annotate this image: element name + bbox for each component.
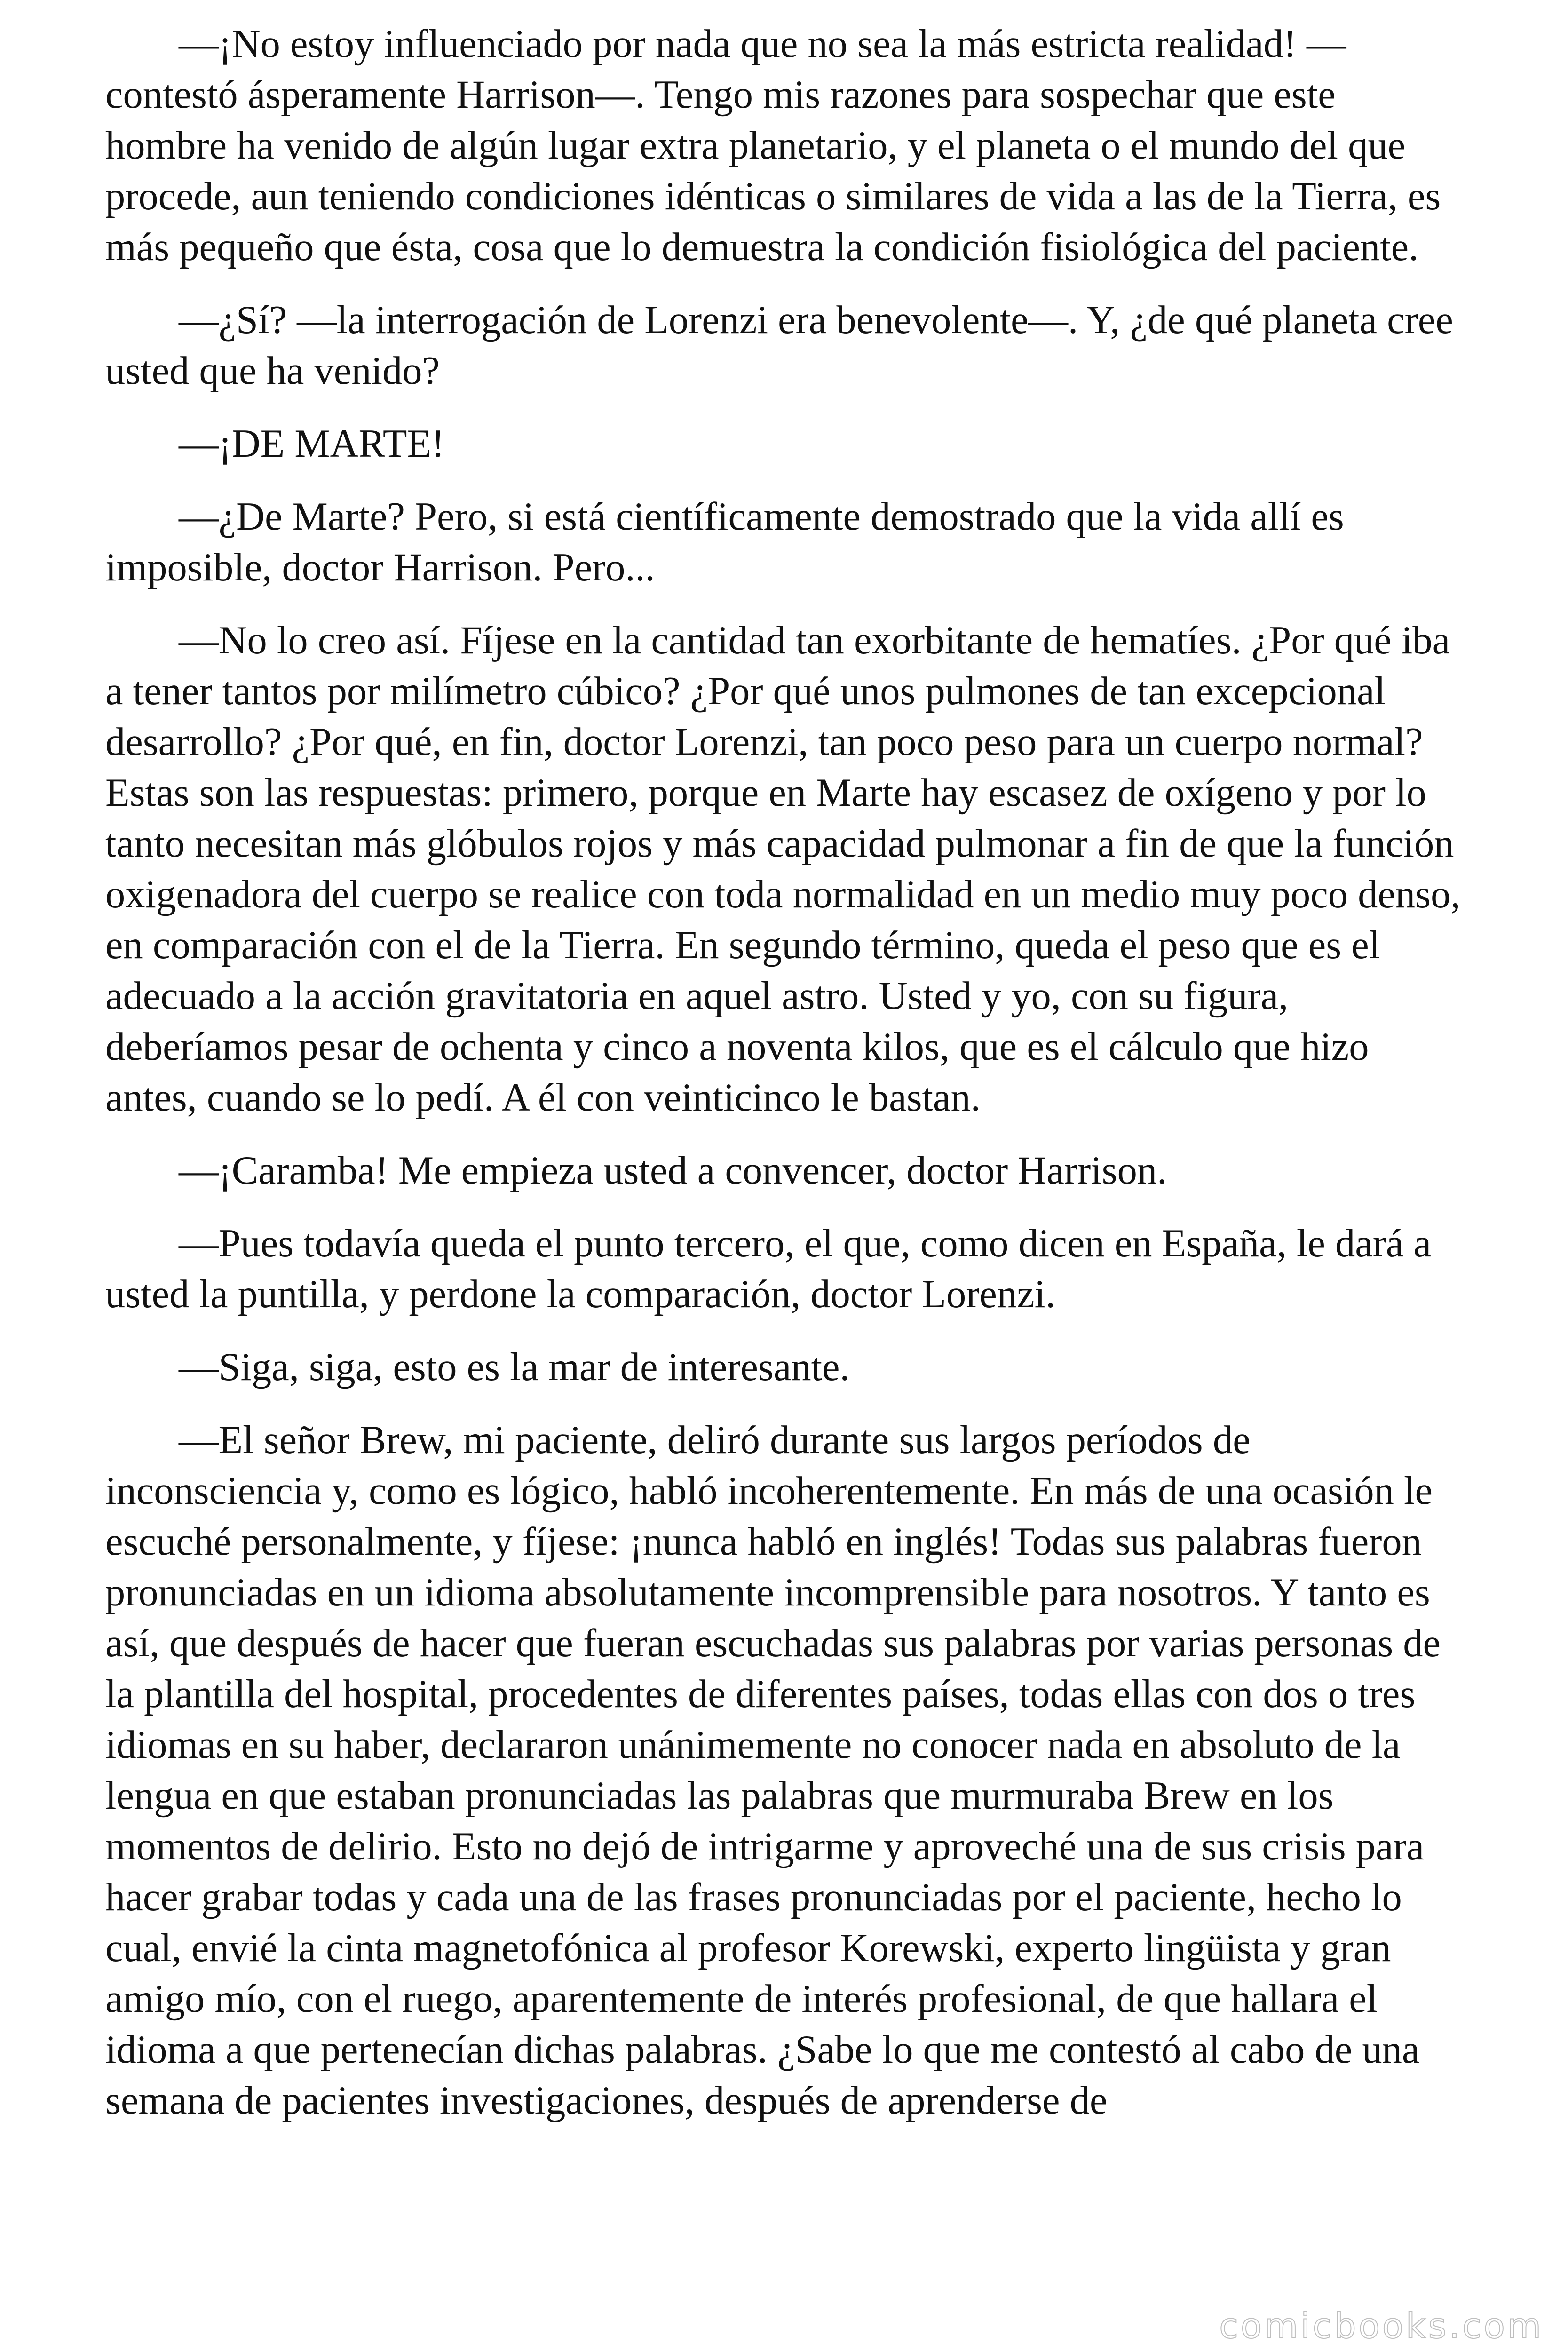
book-page-text bbox=[105, 19, 1467, 2126]
watermark: comicbooks.com bbox=[1219, 2306, 1544, 2346]
paragraph-9: —El señor Brew, mi paciente, deliró durante sus largos períodos de inconsciencia y, como es lógico, habló incoherentemente. En más de una ocasión le escuché personalmente, y fíjese: ¡nunca habló en inglés! Todas sus palabras fueron pronunciadas en un idioma absolutamente incomprensible para nosotros. Y tanto es así, que después de hacer que fueran escuchadas sus palabras por varias personas de la plantilla del hospital, procedentes de diferentes países, todas ellas con dos o tres idiomas en su haber, declararon unánimemente no conocer nada en absoluto de la lengua en que estaban pronunciadas las palabras que murmuraba Brew en los momentos de delirio. Esto no dejó de intrigarme y aproveché una de sus crisis para hacer grabar todas y cada una de las frases pronunciadas por el paciente, hecho lo cual, envié la cinta magnetofónica al profesor Korewski, experto lingüista y gran amigo mío, con el ruego, aparentemente de interés profesional, de que hallara el idioma a que pertenecían dichas palabras. ¿Sabe lo que me contestó al cabo de una semana de pacientes investigaciones, después de aprenderse de bbox=[105, 1418, 1441, 2122]
paragraph-3: —¡DE MARTE! bbox=[179, 422, 445, 466]
paragraph-1: —¡No estoy influenciado por nada que no sea la más estricta realidad! —contestó ásperamente Harrison—. Tengo mis razones para sospechar que este hombre ha venido de algún lugar extra planetario, y el planeta o el mundo del que procede, aun teniendo condiciones idénticas o similares de vida a las de la Tierra, es más pequeño que ésta, cosa que lo demuestra la condición fisiológica del paciente. bbox=[105, 22, 1441, 269]
paragraph-7: —Pues todavía queda el punto tercero, el que, como dicen en España, le dará a usted la puntilla, y perdone la comparación, doctor Lorenzi. bbox=[105, 1222, 1432, 1316]
paragraph-5: —No lo creo así. Fíjese en la cantidad tan exorbitante de hematíes. ¿Por qué iba a tener tantos por milímetro cúbico? ¿Por qué unos pulmones de tan excepcional desarrollo? ¿Por qué, en fin, doctor Lorenzi, tan poco peso para un cuerpo normal? Estas son las respuestas: primero, porque en Marte hay escasez de oxígeno y por lo tanto necesitan más glóbulos rojos y más capacidad pulmonar a fin de que la función oxigenadora del cuerpo se realice con toda normalidad en un medio muy poco denso, en comparación con el de la Tierra. En segundo término, queda el peso que es el adecuado a la acción gravitatoria en aquel astro. Usted y yo, con su figura, deberíamos pesar de ochenta y cinco a noventa kilos, que es el cálculo que hizo antes, cuando se lo pedí. A él con veinticinco le bastan. bbox=[105, 619, 1461, 1120]
paragraph-4: —¿De Marte? Pero, si está científicamente demostrado que la vida allí es imposible, doctor Harrison. Pero... bbox=[105, 495, 1344, 589]
paragraph-6: —¡Caramba! Me empieza usted a convencer, doctor Harrison. bbox=[179, 1149, 1167, 1192]
paragraph-2: —¿Sí? —la interrogación de Lorenzi era benevolente—. Y, ¿de qué planeta cree usted que ha venido? bbox=[105, 298, 1453, 393]
paragraph-8: —Siga, siga, esto es la mar de interesante. bbox=[179, 1345, 850, 1389]
